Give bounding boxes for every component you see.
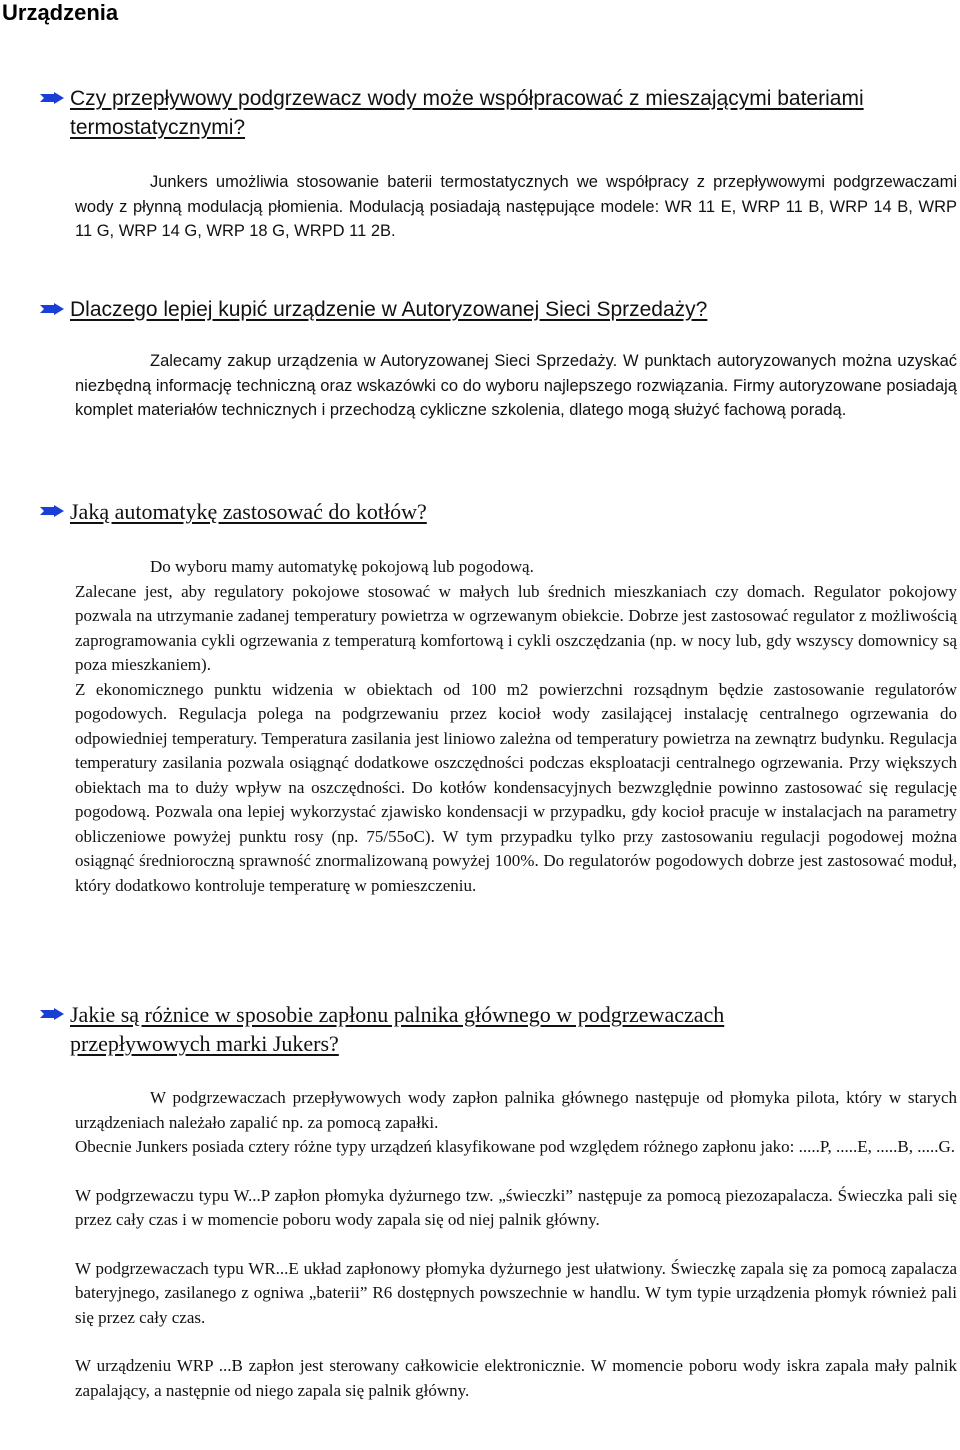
answer-paragraph: W podgrzewaczach typu WR...E układ zapłonowy płomyka dyżurnego jest ułatwiony. Świeczkę zapala się za pomocą zapalacza bateryjnego, zasilanego z ogniwa „baterii” R6 dostępnych powszechnie w handlu. W tym typie urządzenia płomyk również pali się przez cały czas. (75, 1258, 957, 1327)
answer-paragraph: Z ekonomicznego punktu widzenia w obiektach od 100 m2 powierzchni rozsądnym będzie zastosowanie regulatorów pogodowych. Regulacja polega na podgrzewaniu przez kocioł wody zasilającej instalację centralnego ogrzewania do odpowiedniej temperatury. Temperatura zasilania jest liniowo zależna od temperatury powietrza na zewnątrz budynku. Regulacja temperatury zasilania pozwala osiągnąć dodatkowe oszczędności podczas eksploatacji centralnego ogrzewania. Przy większych obiektach ma to duży wpływ na oszczędności. Do kotłów kondensacyjnych bezwzględnie powinno zastosować się regulację pogodową. Pozwala ona lepiej wykorzystać zjawisko kondensacji w przypadku, gdy kocioł pracuje w instalacjach na parametry obliczeniowe powyżej punktu rosy (np. 75/55oC). W tym przypadku tylko przy zastosowaniu regulacji pogodowej można osiągnąć średnioroczną sprawność znormalizowaną powyżej 100%. Do regulatorów pogodowych dobrze jest zastosować moduł, który dodatkowo kontroluje temperaturę w pomieszczeniu. (75, 679, 957, 895)
answer-paragraph: Zalecane jest, aby regulatory pokojowe stosować w małych lub średnich mieszkaniach czy domach. Regulator pokojowy pozwala na utrzymanie zadanej temperatury powietrza w ogrzewanym obiekcie. Dobrze jest zastosować regulator z możliwością zaprogramowania cykli ogrzewania z temperaturą komfortową i cykli oszczędzania (np. w nocy lub, gdy wszyscy domownicy są poza mieszkaniem). (75, 581, 957, 674)
answer-paragraph: Junkers umożliwia stosowanie baterii termostatycznych we współpracy z przepływowymi podgrzewaczami wody z płynną modulacją płomienia. Modulacją posiadają następujące modele: WR 11 E, WRP 11 B, WRP 14 B, WRP 11 G, WRP 14 G, WRP 18 G, WRPD 11 2B. (75, 173, 957, 240)
faq-answer (75, 170, 957, 244)
faq-question-automation[interactable] (40, 497, 427, 526)
answer-paragraph: Do wyboru mamy automatykę pokojową lub pogodową. (150, 557, 534, 576)
faq-question-ignition[interactable] (40, 1000, 830, 1058)
page-title: Urządzenia (2, 0, 119, 25)
arrow-bullet-icon (40, 92, 64, 104)
faq-answer (75, 349, 957, 423)
faq-question-thermostatic[interactable] (40, 84, 950, 142)
faq-question-text: Dlaczego lepiej kupić urządzenie w Autoryzowanej Sieci Sprzedaży? (70, 298, 708, 321)
answer-paragraph: Obecnie Junkers posiada cztery różne typy urządzeń klasyfikowane pod względem różnego zapłonu jako: .....P, .....E, .....B, .....G. (75, 1137, 955, 1156)
faq-question-authorized-sales[interactable] (40, 295, 707, 324)
arrow-bullet-icon (40, 303, 64, 315)
faq-question-text: Jakie są różnice w sposobie zapłonu palnika głównego w podgrzewaczach przepływowych marki Jukers? (70, 1002, 725, 1056)
faq-question-text: Czy przepływowy podgrzewacz wody może współpracować z mieszającymi bateriami termostatycznymi? (70, 87, 864, 139)
arrow-bullet-icon (40, 1008, 64, 1020)
answer-paragraph: W podgrzewaczach przepływowych wody zapłon palnika głównego następuje od płomyka pilota, który w starych urządzeniach należało zapalić np. za pomocą zapałki. (75, 1088, 957, 1132)
answer-paragraph: Zalecamy zakup urządzenia w Autoryzowanej Sieci Sprzedaży. W punktach autoryzowanych można uzyskać niezbędną informację techniczną oraz wskazówki co do wyboru najlepszego rozwiązania. Firmy autoryzowane posiadają komplet materiałów technicznych i przechodzą cykliczne szkolenia, dlatego mogą służyć fachową poradą. (75, 352, 957, 419)
answer-paragraph: W urządzeniu WRP ...B zapłon jest sterowany całkowicie elektronicznie. W momencie poboru wody iskra zapala mały palnik zapalający, a następnie od niego zapala się palnik główny. (75, 1356, 957, 1400)
faq-question-text: Jaką automatykę zastosować do kotłów? (70, 499, 427, 524)
answer-paragraph: W podgrzewaczu typu W...P zapłon płomyka dyżurnego tzw. „świeczki” następuje za pomocą piezozapalacza. Świeczka pali się przez cały czas i w momencie poboru wody zapala się od niej palnik główny. (75, 1185, 957, 1229)
faq-answer (75, 1086, 957, 1403)
arrow-bullet-icon (40, 505, 64, 517)
faq-answer (75, 555, 957, 898)
